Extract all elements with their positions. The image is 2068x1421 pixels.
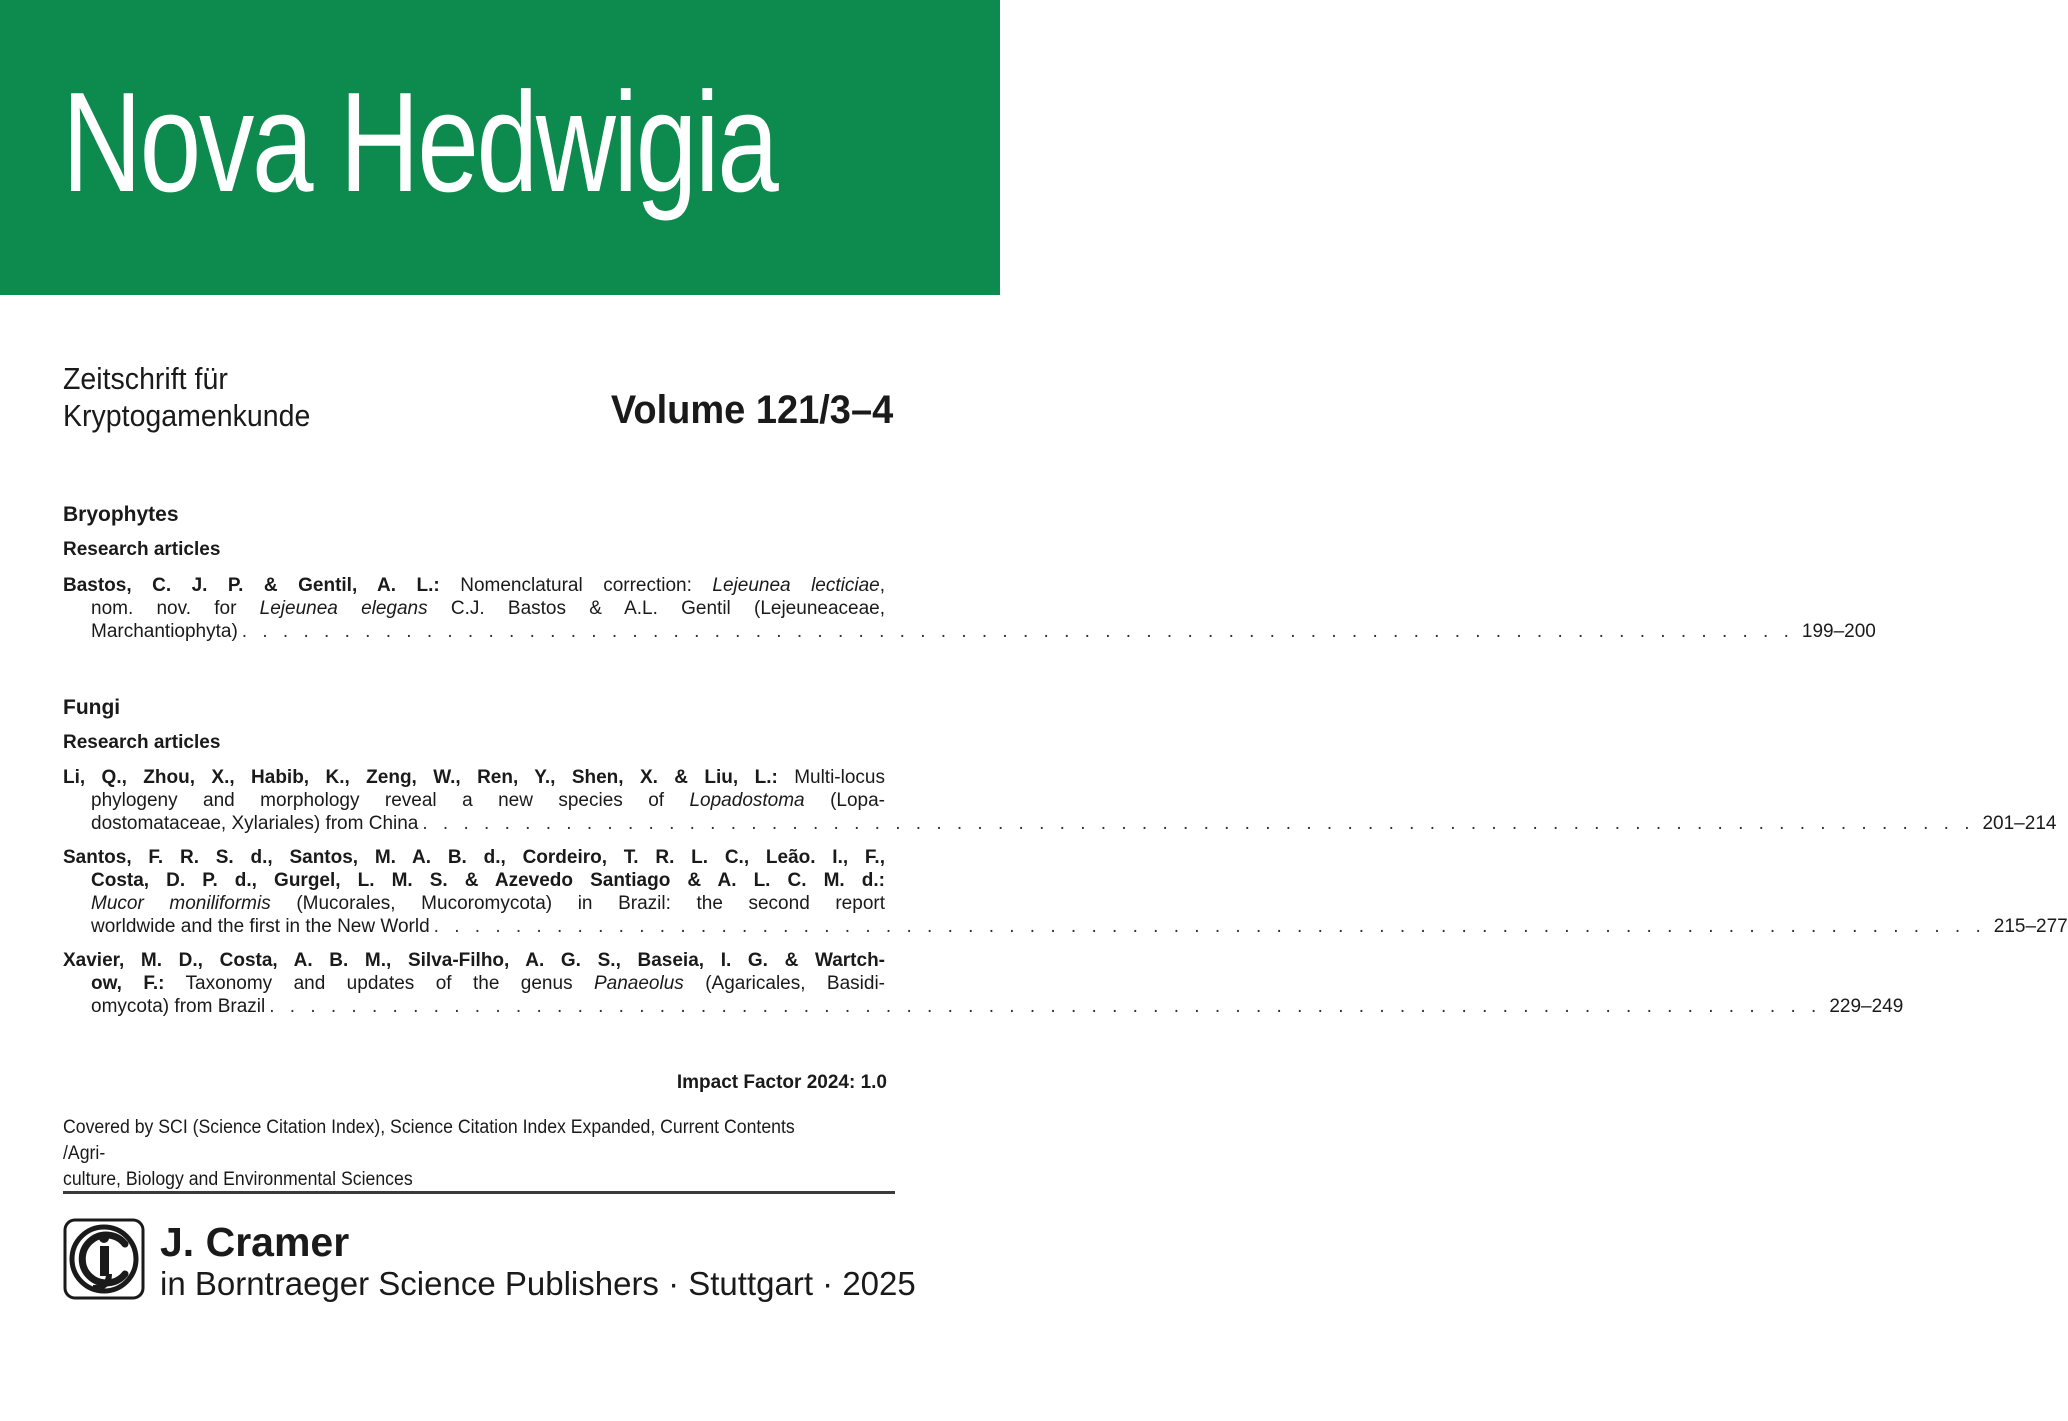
leader-dots: . . . . . . . . . . . . . . . . . . . . . . . . . . . . . . . . . . . . . . . . . . . . . . . . . . . . . . . . . . . . . . . . . . . . . . . . . . . . bbox=[269, 996, 1822, 1017]
divider-rule bbox=[63, 1191, 895, 1194]
leader-dots: . . . . . . . . . . . . . . . . . . . . . . . . . . . . . . . . . . . . . . . . . . . . . . . . . . . . . . . . . . . . . . . . . . . . . . . . . . . . bbox=[422, 813, 1975, 834]
article-authors: Santos, F. R. S. d., Santos, M. A. B. d., Cordeiro, T. R. L. C., Leão. I., F., bbox=[63, 847, 885, 868]
article-entry-santos bbox=[63, 846, 2068, 938]
article-line-last: dostomataceae, Xylariales) from China . . . . . . . . . . . . . . . . . . . . . . . . . . . . . . . . . . . . . . . . . . . . . . . . . . . . . . . . . . . . . . . . . . . . . . . . . . . . 201–214 bbox=[91, 813, 2057, 834]
article-entry-xavier bbox=[63, 949, 1904, 1018]
article-line: Bastos, C. J. P. & Gentil, A. L.: Nomenclatural correction: Lejeunea lecticiae, bbox=[63, 575, 885, 596]
journal-title: Nova Hedwigia bbox=[62, 63, 777, 222]
subtitle-line-2: Kryptogamenkunde bbox=[63, 398, 311, 433]
article-line: phylogeny and morphology reveal a new species of Lopadostoma (Lopa- bbox=[91, 790, 885, 811]
impact-factor: Impact Factor 2024: 1.0 bbox=[676, 1072, 887, 1093]
article-authors: Xavier, M. D., Costa, A. B. M., Silva-Filho, A. G. S., Baseia, I. G. & Wartch- bbox=[63, 950, 885, 971]
volume-number: Volume 121/3–4 bbox=[610, 388, 893, 432]
article-line bbox=[63, 846, 885, 869]
article-pages: 201–214 bbox=[1982, 813, 2057, 834]
coverage-note bbox=[63, 1115, 840, 1193]
masthead-banner bbox=[0, 0, 1000, 295]
publisher-logo-icon bbox=[63, 1218, 145, 1300]
article-authors: Li, Q., Zhou, X., Habib, K., Zeng, W., Ren, Y., Shen, X. & Liu, L.: bbox=[63, 767, 778, 788]
publisher-name: J. Cramer bbox=[160, 1219, 350, 1265]
section-subtitle-fungi: Research articles bbox=[63, 732, 221, 753]
leader-dots: . . . . . . . . . . . . . . . . . . . . . . . . . . . . . . . . . . . . . . . . . . . . . . . . . . . . . . . . . . . . . . . . . . . . . . . . . . . . bbox=[241, 621, 1794, 642]
article-pages: 215–277 bbox=[1993, 916, 2068, 937]
article-line: ow, F.: Taxonomy and updates of the genus Panaeolus (Agaricales, Basidi- bbox=[91, 973, 886, 994]
article-line bbox=[63, 869, 885, 892]
article-pages: 229–249 bbox=[1829, 996, 1904, 1017]
section-title-fungi: Fungi bbox=[63, 696, 121, 719]
leader-dots: . . . . . . . . . . . . . . . . . . . . . . . . . . . . . . . . . . . . . . . . . . . . . . . . . . . . . . . . . . . . . . . . . . . . . . . . . . . . bbox=[433, 916, 1986, 937]
article-line: Mucor moniliformis (Mucorales, Mucoromycota) in Brazil: the second report bbox=[91, 893, 885, 914]
article-line-last: Marchantiophyta) . . . . . . . . . . . . . . . . . . . . . . . . . . . . . . . . . . . . . . . . . . . . . . . . . . . . . . . . . . . . . . . . . . . . . . . . . . . . 199–200 bbox=[91, 621, 1876, 642]
article-entry-bastos bbox=[63, 574, 1876, 643]
article-line: Li, Q., Zhou, X., Habib, K., Zeng, W., Ren, Y., Shen, X. & Liu, L.: Multi-locus bbox=[63, 767, 885, 788]
section-title-bryophytes: Bryophytes bbox=[63, 503, 179, 526]
article-pages: 199–200 bbox=[1801, 621, 1876, 642]
publisher-line: in Borntraeger Science Publishers · Stuttgart · 2025 bbox=[160, 1265, 916, 1302]
subtitle-line-1: Zeitschrift für bbox=[63, 361, 228, 396]
coverage-line-2: culture, Biology and Environmental Sciences bbox=[63, 1169, 413, 1190]
article-authors: Costa, D. P. d., Gurgel, L. M. S. & Azevedo Santiago & A. L. C. M. d.: bbox=[91, 870, 885, 891]
article-line: nom. nov. for Lejeunea elegans C.J. Bastos & A.L. Gentil (Lejeuneaceae, bbox=[91, 598, 885, 619]
coverage-line-1: Covered by SCI (Science Citation Index), Science Citation Index Expanded, Current Contents /Agri- bbox=[63, 1117, 795, 1164]
article-authors: Bastos, C. J. P. & Gentil, A. L.: bbox=[63, 575, 440, 596]
section-subtitle-bryophytes: Research articles bbox=[63, 539, 221, 560]
article-line-last: omycota) from Brazil . . . . . . . . . . . . . . . . . . . . . . . . . . . . . . . . . . . . . . . . . . . . . . . . . . . . . . . . . . . . . . . . . . . . . . . . . . . . 229–249 bbox=[91, 996, 1904, 1017]
journal-subtitle bbox=[63, 360, 310, 434]
article-line bbox=[63, 949, 885, 972]
article-line-last: worldwide and the first in the New World . . . . . . . . . . . . . . . . . . . . . . . . . . . . . . . . . . . . . . . . . . . . . . . . . . . . . . . . . . . . . . . . . . . . . . . . . . . . 215–277 bbox=[91, 916, 2068, 937]
article-authors: ow, F.: bbox=[91, 973, 165, 994]
article-entry-li bbox=[63, 766, 2057, 835]
